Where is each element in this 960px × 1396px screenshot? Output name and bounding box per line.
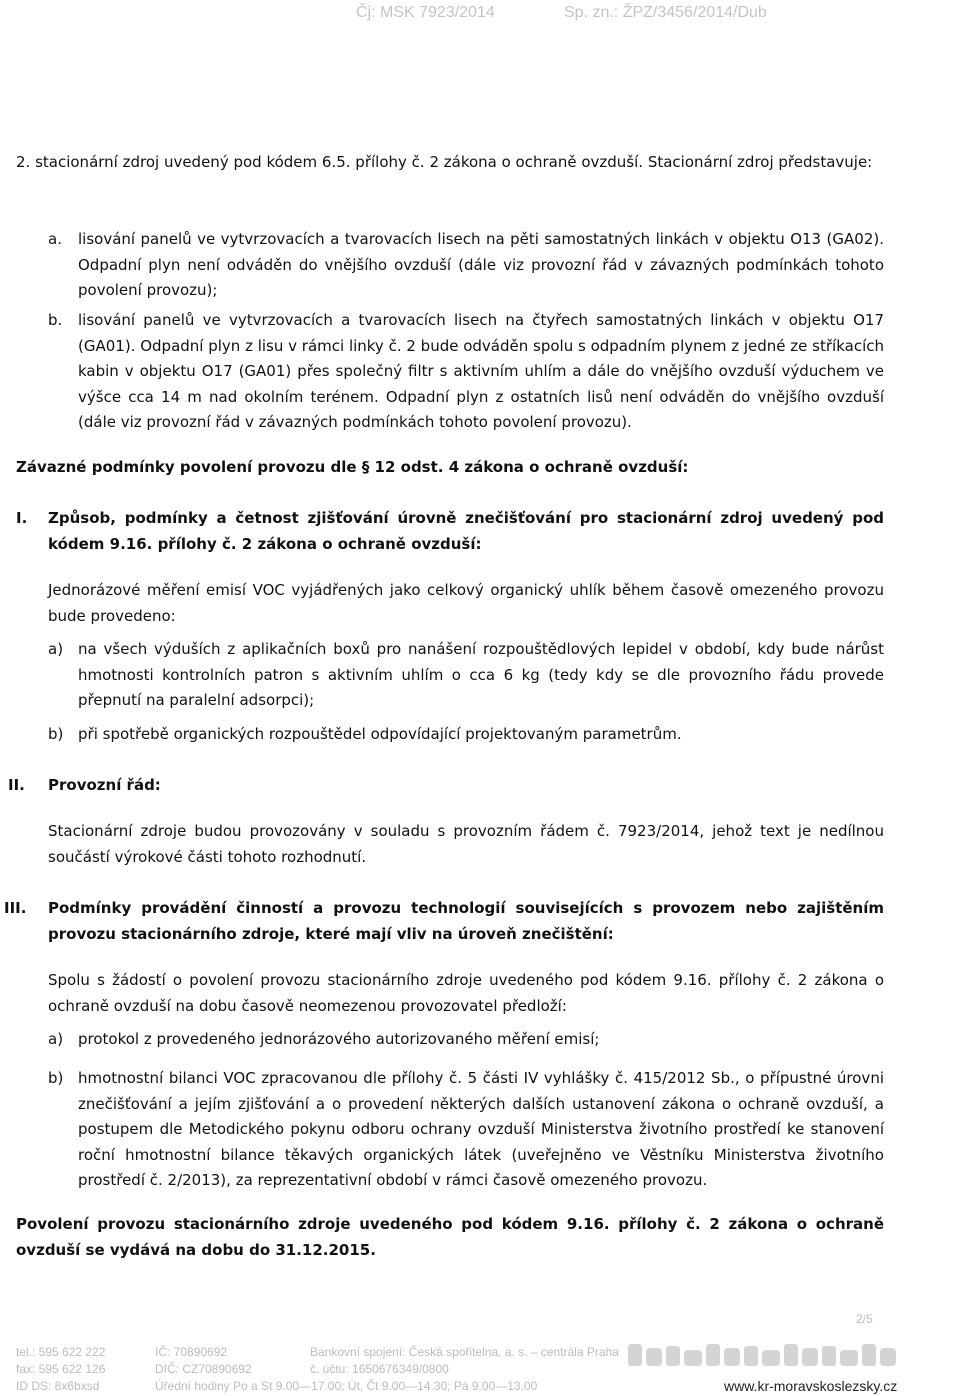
page-number: 2/5 [856, 1312, 873, 1326]
item-2a-label: a. [48, 230, 62, 248]
section-2-text: Stacionární zdroje budou provozovány v souladu s provozním řádem č. 7923/2014, jehož text je nedílnou součástí výrokové části tohoto rozhodnutí. [48, 822, 884, 866]
section-3b-label: b) [48, 1069, 64, 1087]
footer-fax: fax: 595 622 126 [16, 1362, 106, 1376]
conditions-heading: Závazné podmínky povolení provozu dle § 12 odst. 4 zákona o ochraně ovzduší: [16, 458, 689, 476]
section-1a-text: na všech výduších z aplikačních boxů pro nanášení rozpouštědlových lepidel v období, kdy bude nárůst hmotnosti kontrolních patron s aktivním uhlím o cca 6 kg (tedy kdy se dle provozního řádu provede přepnutí na paralelní adsorpci); [78, 640, 884, 709]
case-number: Čj: MSK 7923/2014 [356, 4, 495, 21]
footer-bank [310, 1344, 619, 1378]
section-3b-text: hmotnostní bilanci VOC zpracovanou dle přílohy č. 5 části IV vyhlášky č. 415/2012 Sb., o přípustné úrovni znečišťování a jejím zjišťování a o provedení některých dalších ustanovení zákona o ochraně ovzduší, a postupem dle Metodického pokynu odboru ochrany ovzduší Ministerstva životního prostředí ke stanovení roční hmotnostní bilance těkavých organických látek (uveřejněno ve Věstníku Ministerstva životního prostředí č. 2/2013), za reprezentativní období v rámci časově omezeného provozu. [78, 1069, 884, 1189]
item-2b-text: lisování panelů ve vytvrzovacích a tvarovacích lisech na čtyřech samostatných linkách v objektu O17 (GA01). Odpadní plyn z lisu v rámci linky č. 2 bude odváděn spolu s odpadním plynem z jedné ze stříkacích kabin v objektu O17 (GA01) přes společný filtr s aktivním uhlím a dále do vnějšího ovzduší výduchem ve výšce cca 14 m nad okolním terénem. Odpadní plyn z ostatních lisů není odváděn do vnějšího ovzduší (dále viz provozní řád v závazných podmínkách tohoto povolení provozu). [78, 311, 884, 431]
footer-databox: ID DS: 8x6bxsd [16, 1379, 100, 1393]
footer-office-hours: Úřední hodiny Po a St 9.00—17.00; Út, Čt 9.00—14.30; Pá 9.00—13.00 [155, 1379, 538, 1393]
section-2-number: II. [8, 776, 25, 794]
footer-account: č. účtu: 1650676349/0800 [310, 1362, 449, 1376]
footer-phone: tel.: 595 622 222 [16, 1345, 106, 1359]
section-3-intro: Spolu s žádostí o povolení provozu stacionárního zdroje uvedeného pod kódem 9.16. přílohy č. 2 zákona o ochraně ovzduší na dobu časově neomezenou provozovatel předloží: [48, 971, 884, 1015]
section-1b-text: při spotřebě organických rozpouštědel odpovídající projektovaným parametrům. [78, 725, 682, 743]
section-3-heading: Podmínky provádění činností a provozu technologií souvisejících s provozem nebo zajištěním provozu stacionárního zdroje, které mají vliv na úroveň znečištění: [48, 899, 884, 943]
section-1-heading: Způsob, podmínky a četnost zjišťování úrovně znečišťování pro stacionární zdroj uvedený pod kódem 9.16. přílohy č. 2 zákona o ochraně ovzduší: [48, 509, 884, 553]
section-3a-text: protokol z provedeného jednorázového autorizovaného měření emisí; [78, 1030, 600, 1048]
footer-contact [16, 1344, 105, 1395]
item-2a-text: lisování panelů ve vytvrzovacích a tvarovacích lisech na pěti samostatných linkách v objektu O13 (GA02). Odpadní plyn není odváděn do vnějšího ovzduší (dále viz provozní řád v závazných podmínkách tohoto povolení provozu); [78, 230, 884, 299]
footer-bank-name: Bankovní spojení: Česká spořitelna, a. s. – centrála Praha [310, 1345, 619, 1359]
website-link[interactable]: www.kr-moravskoslezsky.cz [724, 1378, 898, 1394]
section-1b-label: b) [48, 725, 64, 743]
section-1-number: I. [16, 509, 28, 527]
footer-dic: DIČ: CZ70890692 [155, 1362, 252, 1376]
section-3-number: III. [4, 899, 27, 917]
closing-statement: Povolení provozu stacionárního zdroje uvedeného pod kódem 9.16. přílohy č. 2 zákona o ochraně ovzduší se vydává na dobu do 31.12.2015. [16, 1215, 884, 1259]
document-header [0, 4, 960, 26]
footer-ic: IČ: 70890692 [155, 1345, 228, 1359]
item-2-text: 2. stacionární zdroj uvedený pod kódem 6.5. přílohy č. 2 zákona o ochraně ovzduší. Stacionární zdroj představuje: [16, 153, 873, 171]
section-1a-label: a) [48, 640, 64, 658]
section-3a-label: a) [48, 1030, 64, 1048]
section-1-intro: Jednorázové měření emisí VOC vyjádřených jako celkový organický uhlík během časově omezeného provozu bude provedeno: [48, 581, 884, 625]
item-2b-label: b. [48, 311, 63, 329]
file-mark: Sp. zn.: ŽPZ/3456/2014/Dub [564, 4, 767, 21]
section-2-heading: Provozní řád: [48, 776, 161, 794]
